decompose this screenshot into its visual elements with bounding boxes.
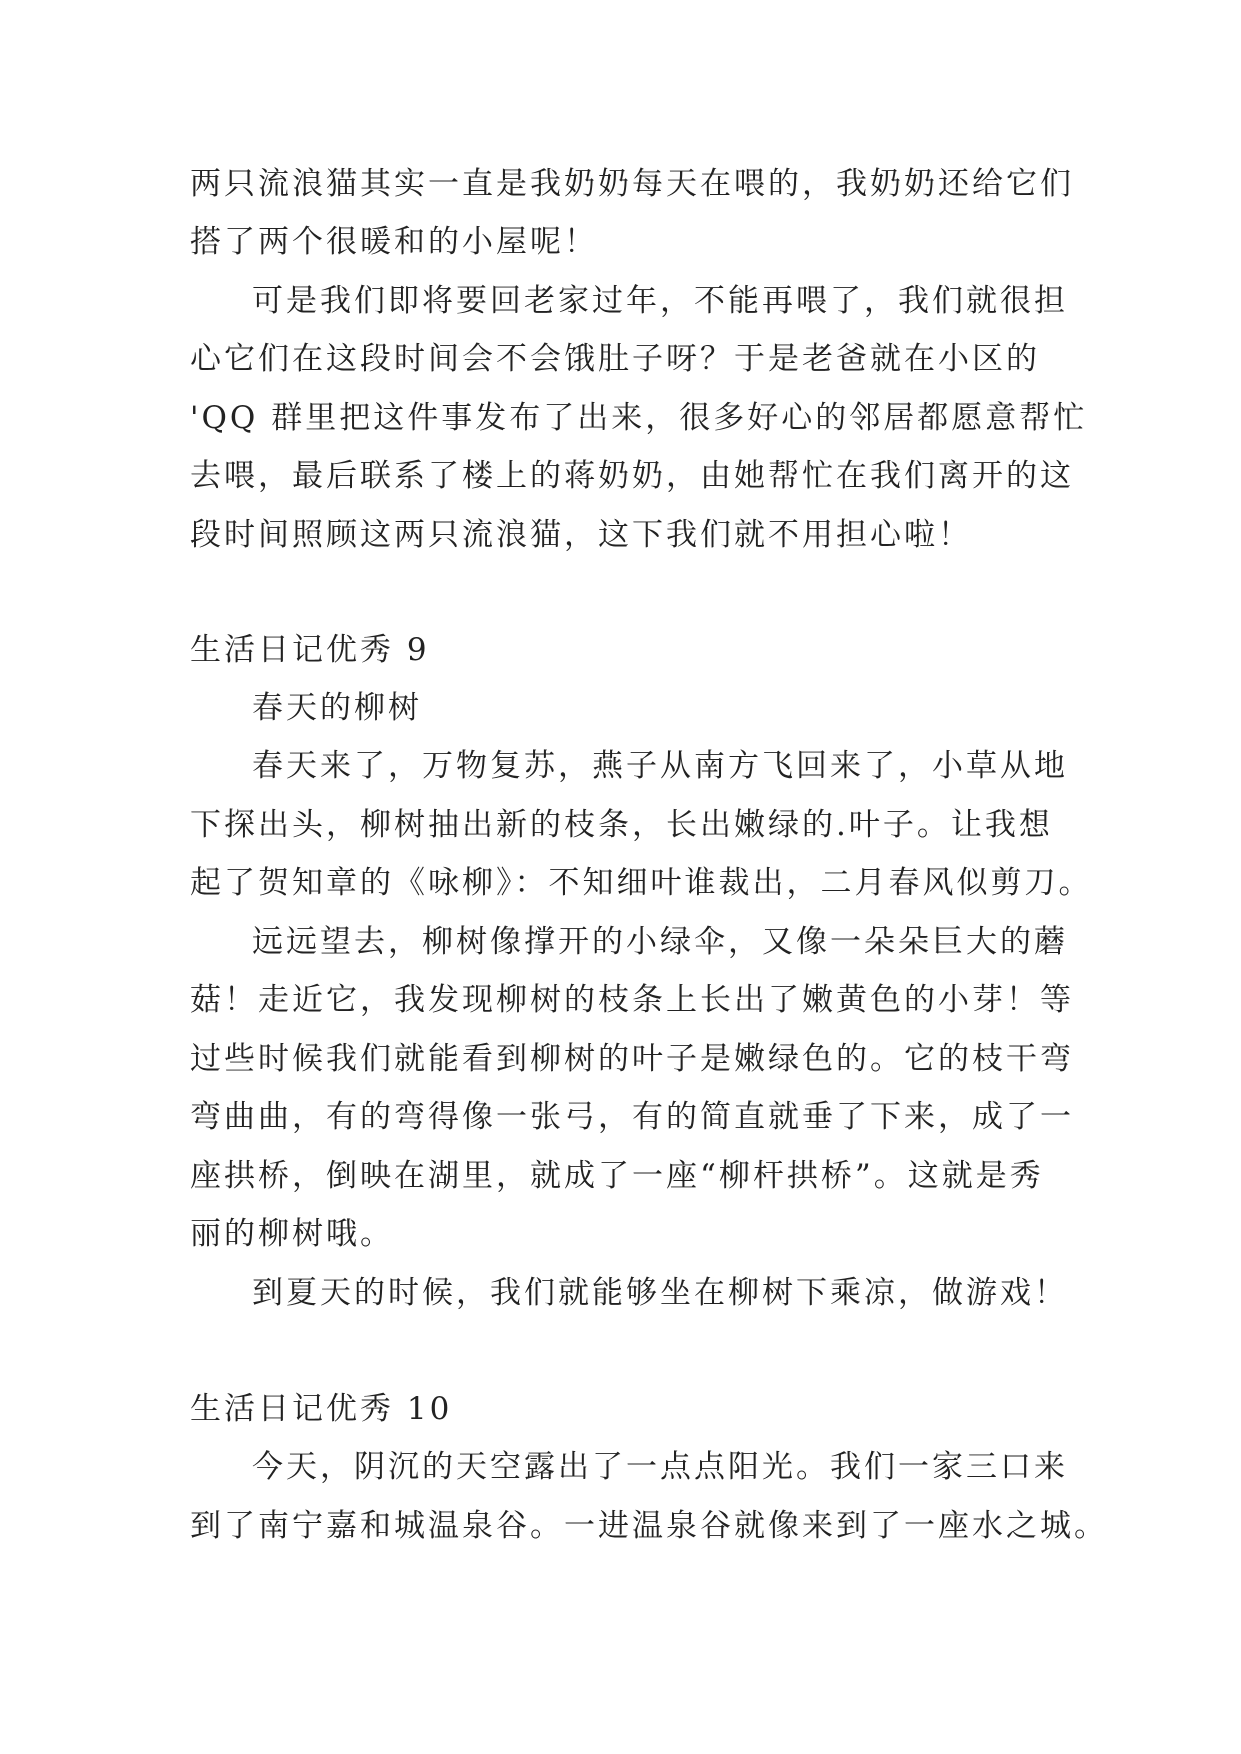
paragraph-line: 过些时候我们就能看到柳树的叶子是嫩绿色的。它的枝干弯: [190, 1041, 1074, 1077]
paragraph-line: 起了贺知章的《咏柳》：不知细叶谁裁出，二月春风似剪刀。: [190, 865, 1093, 901]
paragraph-line: 到夏天的时候，我们就能够坐在柳树下乘凉，做游戏！: [252, 1275, 1068, 1311]
paragraph-line: 春天来了，万物复苏，燕子从南方飞回来了，小草从地: [252, 748, 1068, 784]
section-heading: 生活日记优秀 9: [190, 632, 430, 668]
paragraph-line: 搭了两个很暖和的小屋呢！: [190, 224, 598, 260]
paragraph-line: 段时间照顾这两只流浪猫，这下我们就不用担心啦！: [190, 517, 972, 553]
paragraph-line: 丽的柳树哦。: [190, 1216, 394, 1252]
paragraph-line: 菇！走近它，我发现柳树的枝条上长出了嫩黄色的小芽！等: [190, 982, 1074, 1018]
paragraph-line: 下探出头，柳树抽出新的枝条，长出嫩绿的.叶子。让我想: [190, 807, 1053, 843]
paragraph-line: 到了南宁嘉和城温泉谷。一进温泉谷就像来到了一座水之城。: [190, 1508, 1108, 1544]
paragraph-line: 可是我们即将要回老家过年，不能再喂了，我们就很担: [252, 283, 1068, 319]
paragraph-line: 远远望去，柳树像撑开的小绿伞，又像一朵朵巨大的蘑: [252, 924, 1068, 960]
paragraph-line: 座拱桥，倒映在湖里，就成了一座“柳杆拱桥”。这就是秀: [190, 1158, 1044, 1194]
paragraph-line: 弯曲曲，有的弯得像一张弓，有的简直就垂了下来，成了一: [190, 1099, 1074, 1135]
paragraph-line: 心它们在这段时间会不会饿肚子呀？于是老爸就在小区的: [190, 341, 1040, 377]
paragraph-line: 去喂，最后联系了楼上的蒋奶奶，由她帮忙在我们离开的这: [190, 458, 1074, 494]
section-heading: 生活日记优秀 10: [190, 1391, 453, 1427]
paragraph-line: 'QQ 群里把这件事发布了出来，很多好心的邻居都愿意帮忙: [190, 400, 1088, 436]
article-title: 春天的柳树: [252, 690, 422, 726]
paragraph-line: 两只流浪猫其实一直是我奶奶每天在喂的，我奶奶还给它们: [190, 166, 1074, 202]
paragraph-line: 今天，阴沉的天空露出了一点点阳光。我们一家三口来: [252, 1449, 1068, 1485]
